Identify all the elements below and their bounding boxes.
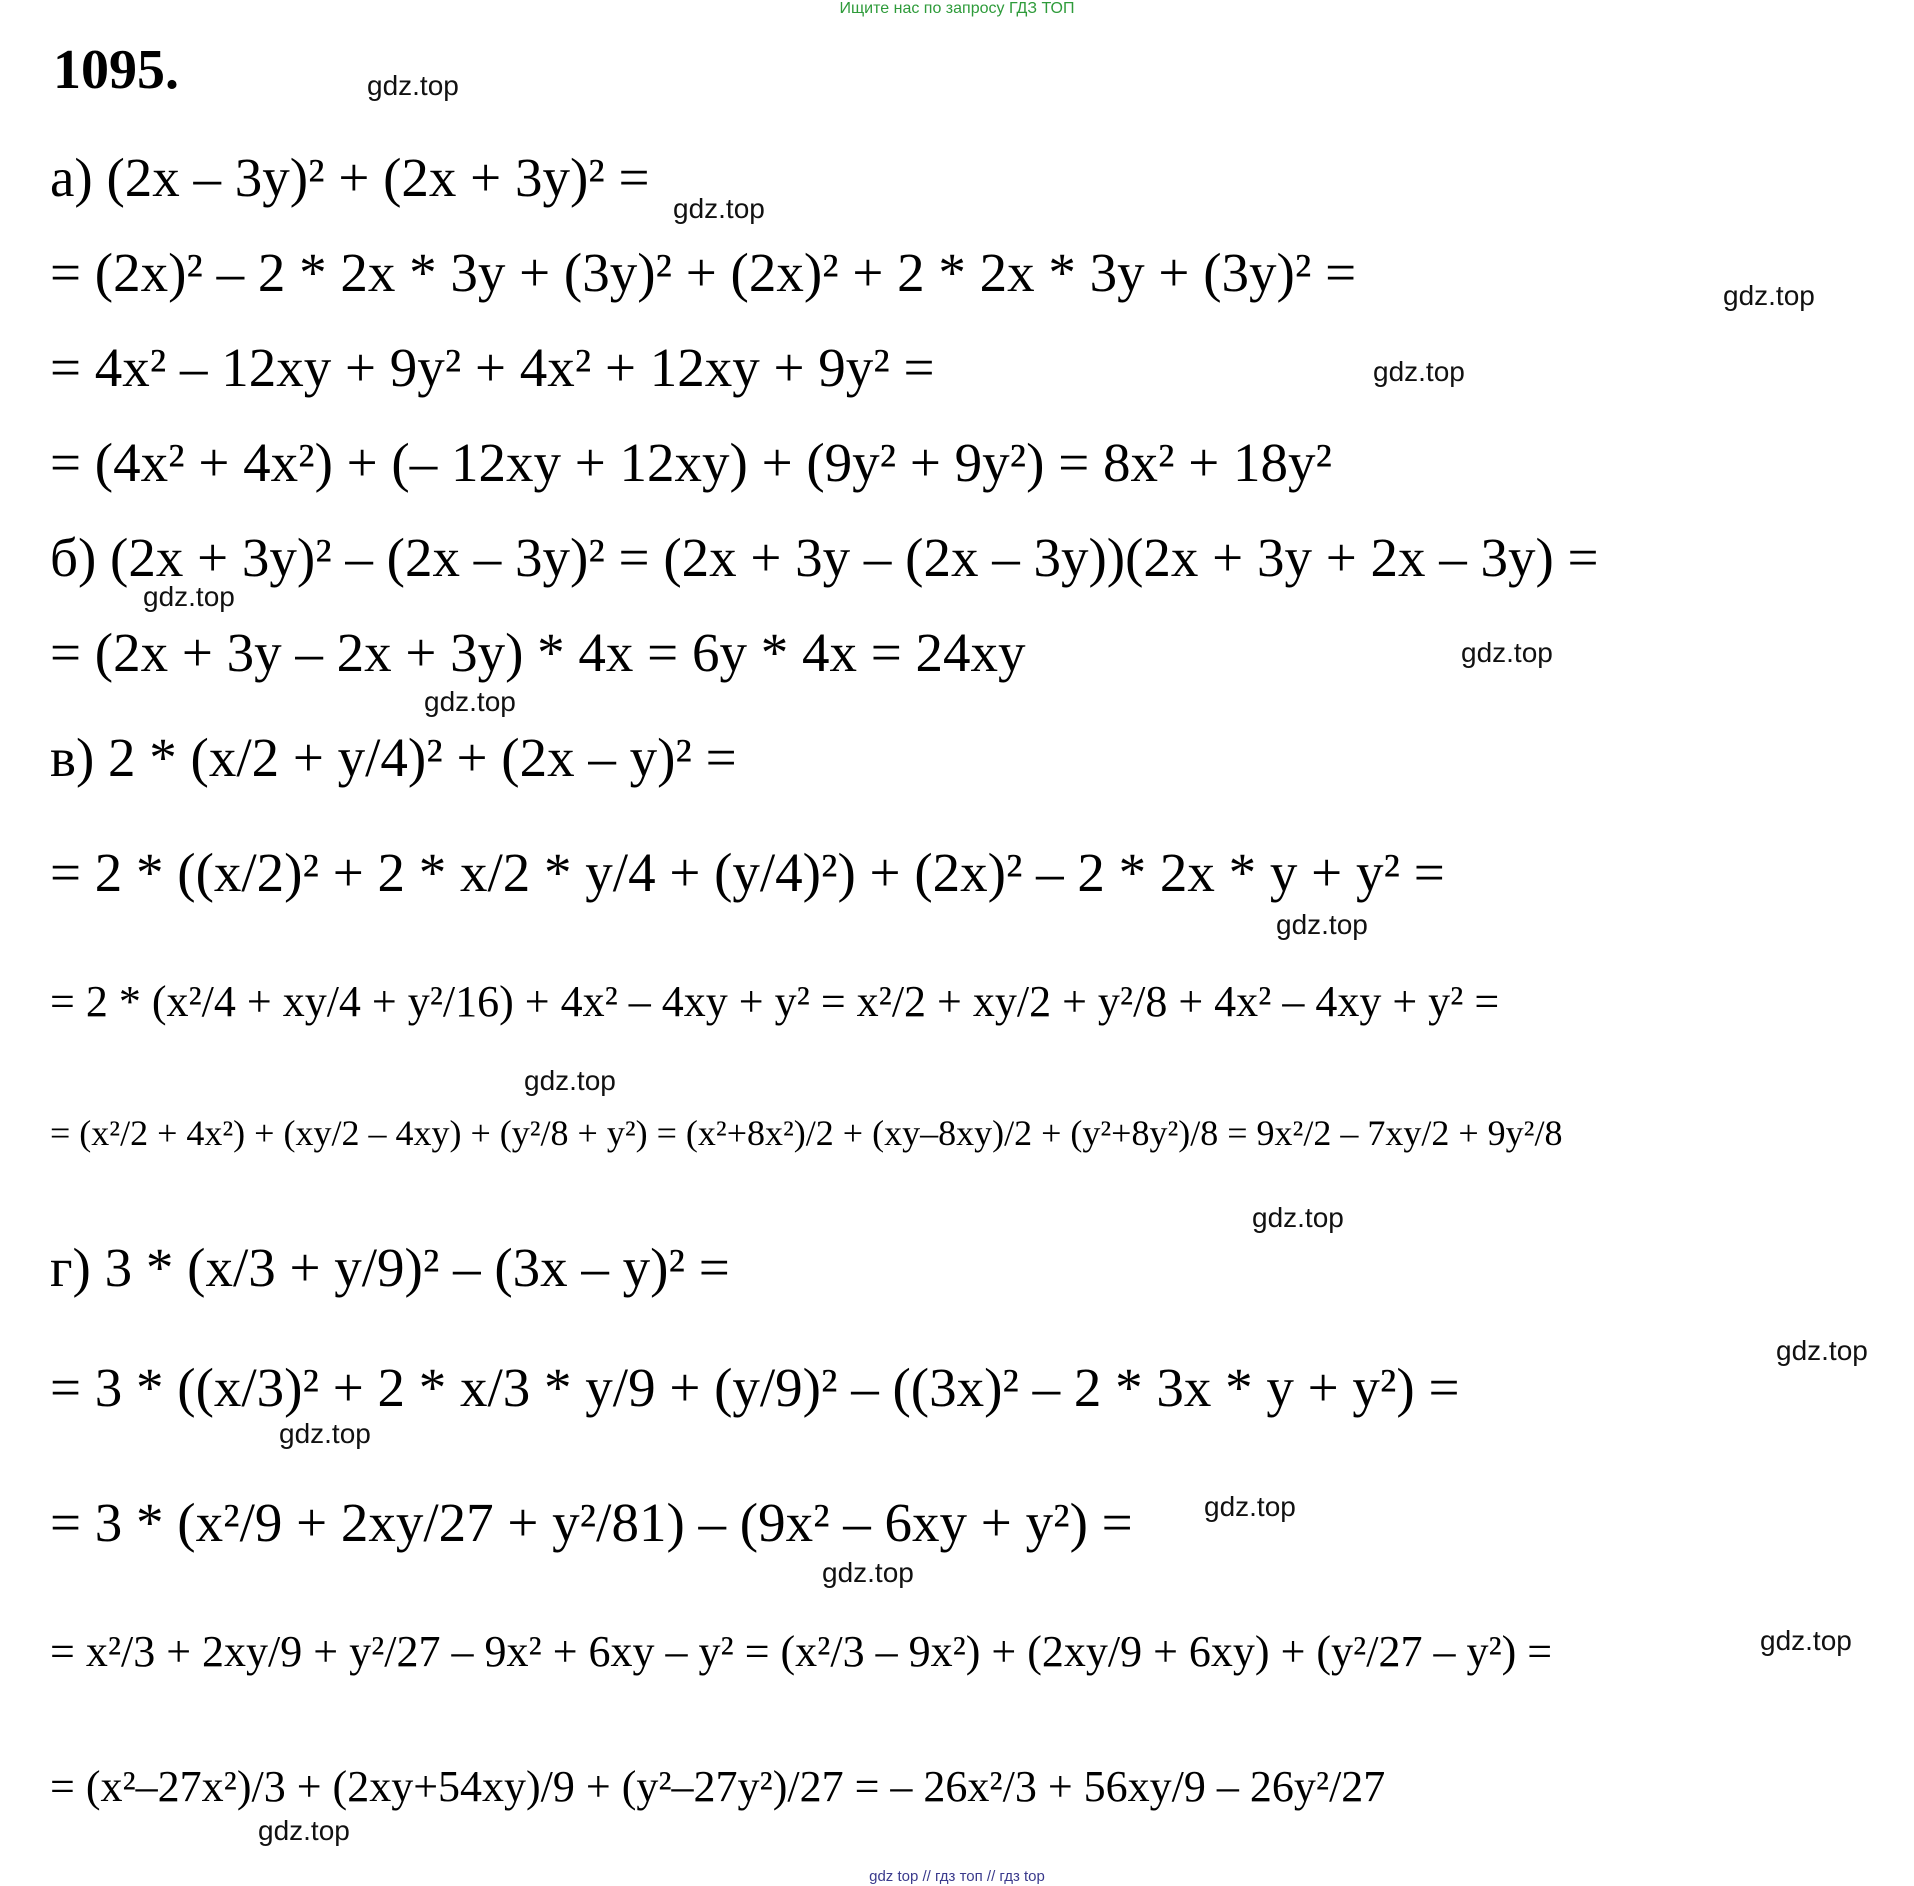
top-banner: Ищите нас по запросу ГДЗ ТОП — [839, 0, 1075, 17]
bottom-banner: gdz top // гдз топ // гдз top — [869, 1868, 1045, 1885]
solution-line: а) (2x – 3y)² + (2x + 3y)² = — [50, 147, 650, 208]
watermark: gdz.top — [367, 70, 459, 101]
watermark: gdz.top — [1204, 1491, 1296, 1522]
watermark: gdz.top — [822, 1557, 914, 1588]
watermark: gdz.top — [1760, 1625, 1852, 1656]
watermark: gdz.top — [1776, 1335, 1868, 1366]
watermark: gdz.top — [1252, 1202, 1344, 1233]
solution-line: = (x²/2 + 4x²) + (xy/2 – 4xy) + (y²/8 + y²) = (x²+8x²)/2 + (xy–8xy)/2 + (y²+8y²)/8 = 9x²/2 – 7xy/2 + 9y²/8 — [50, 1113, 1563, 1153]
watermark: gdz.top — [673, 193, 765, 224]
watermark: gdz.top — [143, 581, 235, 612]
watermark: gdz.top — [1723, 280, 1815, 311]
watermark: gdz.top — [279, 1418, 371, 1449]
watermark: gdz.top — [1276, 909, 1368, 940]
watermark: gdz.top — [1373, 356, 1465, 387]
problem-number: 1095. — [53, 39, 179, 101]
watermark: gdz.top — [258, 1815, 350, 1846]
solution-line: = 4x² – 12xy + 9y² + 4x² + 12xy + 9y² = — [50, 337, 935, 398]
solution-line: = (2x)² – 2 * 2x * 3y + (3y)² + (2x)² + 2 * 2x * 3y + (3y)² = — [50, 242, 1357, 303]
solution-line: = (x²–27x²)/3 + (2xy+54xy)/9 + (y²–27y²)/27 = – 26x²/3 + 56xy/9 – 26y²/27 — [50, 1762, 1386, 1811]
solution-line: г) 3 * (x/3 + y/9)² – (3x – y)² = — [50, 1237, 730, 1298]
watermark: gdz.top — [524, 1065, 616, 1096]
watermark: gdz.top — [1461, 637, 1553, 668]
solution-line: в) 2 * (x/2 + y/4)² + (2x – y)² = — [50, 727, 737, 788]
solution-line: = (2x + 3y – 2x + 3y) * 4x = 6y * 4x = 24xy — [50, 622, 1026, 683]
solution-line: = x²/3 + 2xy/9 + y²/27 – 9x² + 6xy – y² = (x²/3 – 9x²) + (2xy/9 + 6xy) + (y²/27 – y²) = — [50, 1627, 1553, 1676]
solution-line: б) (2x + 3y)² – (2x – 3y)² = (2x + 3y – (2x – 3y))(2x + 3y + 2x – 3y) = — [50, 527, 1599, 588]
solution-line: = 2 * ((x/2)² + 2 * x/2 * y/4 + (y/4)²) + (2x)² – 2 * 2x * y + y² = — [50, 842, 1445, 903]
solution-line: = 3 * ((x/3)² + 2 * x/3 * y/9 + (y/9)² – ((3x)² – 2 * 3x * y + y²) = — [50, 1357, 1460, 1418]
watermark: gdz.top — [424, 686, 516, 717]
solution-line: = (4x² + 4x²) + (– 12xy + 12xy) + (9y² + 9y²) = 8x² + 18y² — [50, 432, 1332, 493]
solution-line: = 3 * (x²/9 + 2xy/27 + y²/81) – (9x² – 6xy + y²) = — [50, 1492, 1133, 1553]
solution-line: = 2 * (x²/4 + xy/4 + y²/16) + 4x² – 4xy + y² = x²/2 + xy/2 + y²/8 + 4x² – 4xy + y² = — [50, 977, 1500, 1026]
